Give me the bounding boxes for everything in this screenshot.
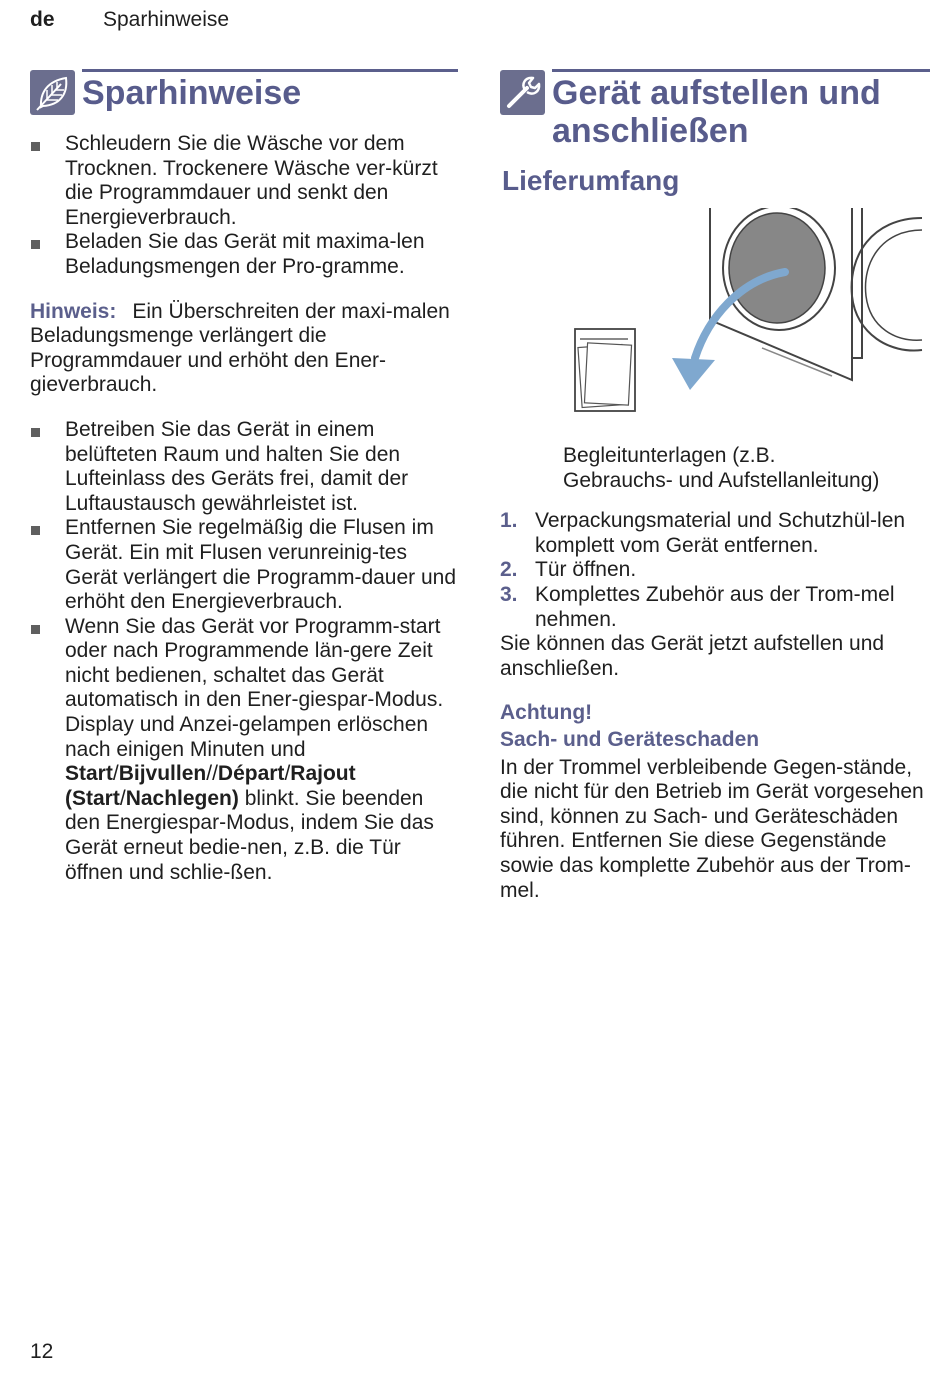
steps-list: [500, 509, 930, 632]
leaf-icon: [30, 70, 75, 115]
square-bullet-icon: [31, 240, 40, 249]
list-item: Schleudern Sie die Wäsche vor dem Trocknen. Trockenere Wäsche ver-kürzt die Programmdauer und senkt den Energieverbrauch.: [30, 132, 458, 230]
list-item: Entfernen Sie regelmäßig die Flusen im Gerät. Ein mit Flusen verunreinig-tes Gerät verlängert die Programm-dauer und erhöht den Energieverbrauch.: [30, 516, 458, 614]
square-bullet-icon: [31, 142, 40, 151]
step-item: 1. Verpackungsmaterial und Schutzhül-len komplett vom Gerät entfernen.: [500, 509, 906, 557]
square-bullet-icon: [31, 428, 40, 437]
running-header: Sparhinweise: [103, 8, 230, 31]
washing-machine-door-illustration: [500, 208, 930, 443]
section-title: Gerät aufstellen und anschließen: [552, 74, 881, 150]
section-header-sparhinweise: [30, 68, 458, 118]
section-title: Sparhinweise: [82, 74, 302, 112]
section-rule: [552, 69, 930, 72]
section-rule: [82, 69, 458, 72]
square-bullet-icon: [31, 625, 40, 634]
step-item: 3. Komplettes Zubehör aus der Trom-mel nehmen.: [500, 582, 895, 631]
wrench-icon: [500, 70, 545, 115]
tips-list-1: [30, 132, 458, 280]
subsection-title: Lieferumfang: [502, 165, 680, 196]
note-text: Ein Überschreiten der maxi-malen Beladungsmenge verlängert die Programmdauer und erhöht den Ener-gieverbrauch.: [30, 299, 450, 397]
warning-subtitle: Sach- und Geräteschaden: [500, 727, 760, 751]
warning-title: Achtung!: [500, 701, 593, 725]
warning-text: In der Trommel verbleibende Gegen-stände, die nicht für den Betrieb im Gerät vorgesehen sind, können zu Sach- und Geräteschäden führen. Entfernen Sie diese Gegenstände sowie das komplette Zubehör aus der Trom-mel.: [500, 755, 924, 902]
language-code: de: [30, 8, 55, 31]
note-label: Hinweis:: [30, 299, 117, 323]
tips-list-2: [30, 418, 458, 885]
step-item: 2. Tür öffnen.: [500, 558, 637, 582]
page-number: 12: [30, 1340, 54, 1363]
list-item: Wenn Sie das Gerät vor Programm-start oder nach Programmende län-gere Zeit nicht bedienen, schaltet das Gerät automatisch in den Ener-giespar-Modus. Display und Anzei-gelampen erlöschen nach einigen Minuten und Start/Bijvullen//Départ/Rajout (Start/Nachlegen) blinkt. Sie beenden den Energiespar-Modus, indem Sie das Gerät erneut bedie-nen, z.B. die Tür öffnen und schlie-ßen.: [30, 615, 458, 886]
left-column: [30, 68, 458, 885]
section-header-aufstellen: [500, 68, 930, 152]
list-item: Beladen Sie das Gerät mit maxima-len Beladungsmengen der Pro-gramme.: [30, 230, 458, 279]
list-item: Betreiben Sie das Gerät in einem belüfteten Raum und halten Sie den Lufteinlass des Geräts frei, damit der Luftaustausch gewährleistet ist.: [30, 418, 458, 516]
after-steps-text: Sie können das Gerät jetzt aufstellen und anschließen.: [500, 632, 885, 680]
illustration-caption: Begleitunterlagen (z.B. Gebrauchs- und Aufstellanleitung): [563, 444, 880, 492]
square-bullet-icon: [31, 526, 40, 535]
washing-machine-illustration: [500, 208, 930, 443]
note-paragraph: [30, 300, 458, 398]
right-column: [500, 68, 930, 903]
